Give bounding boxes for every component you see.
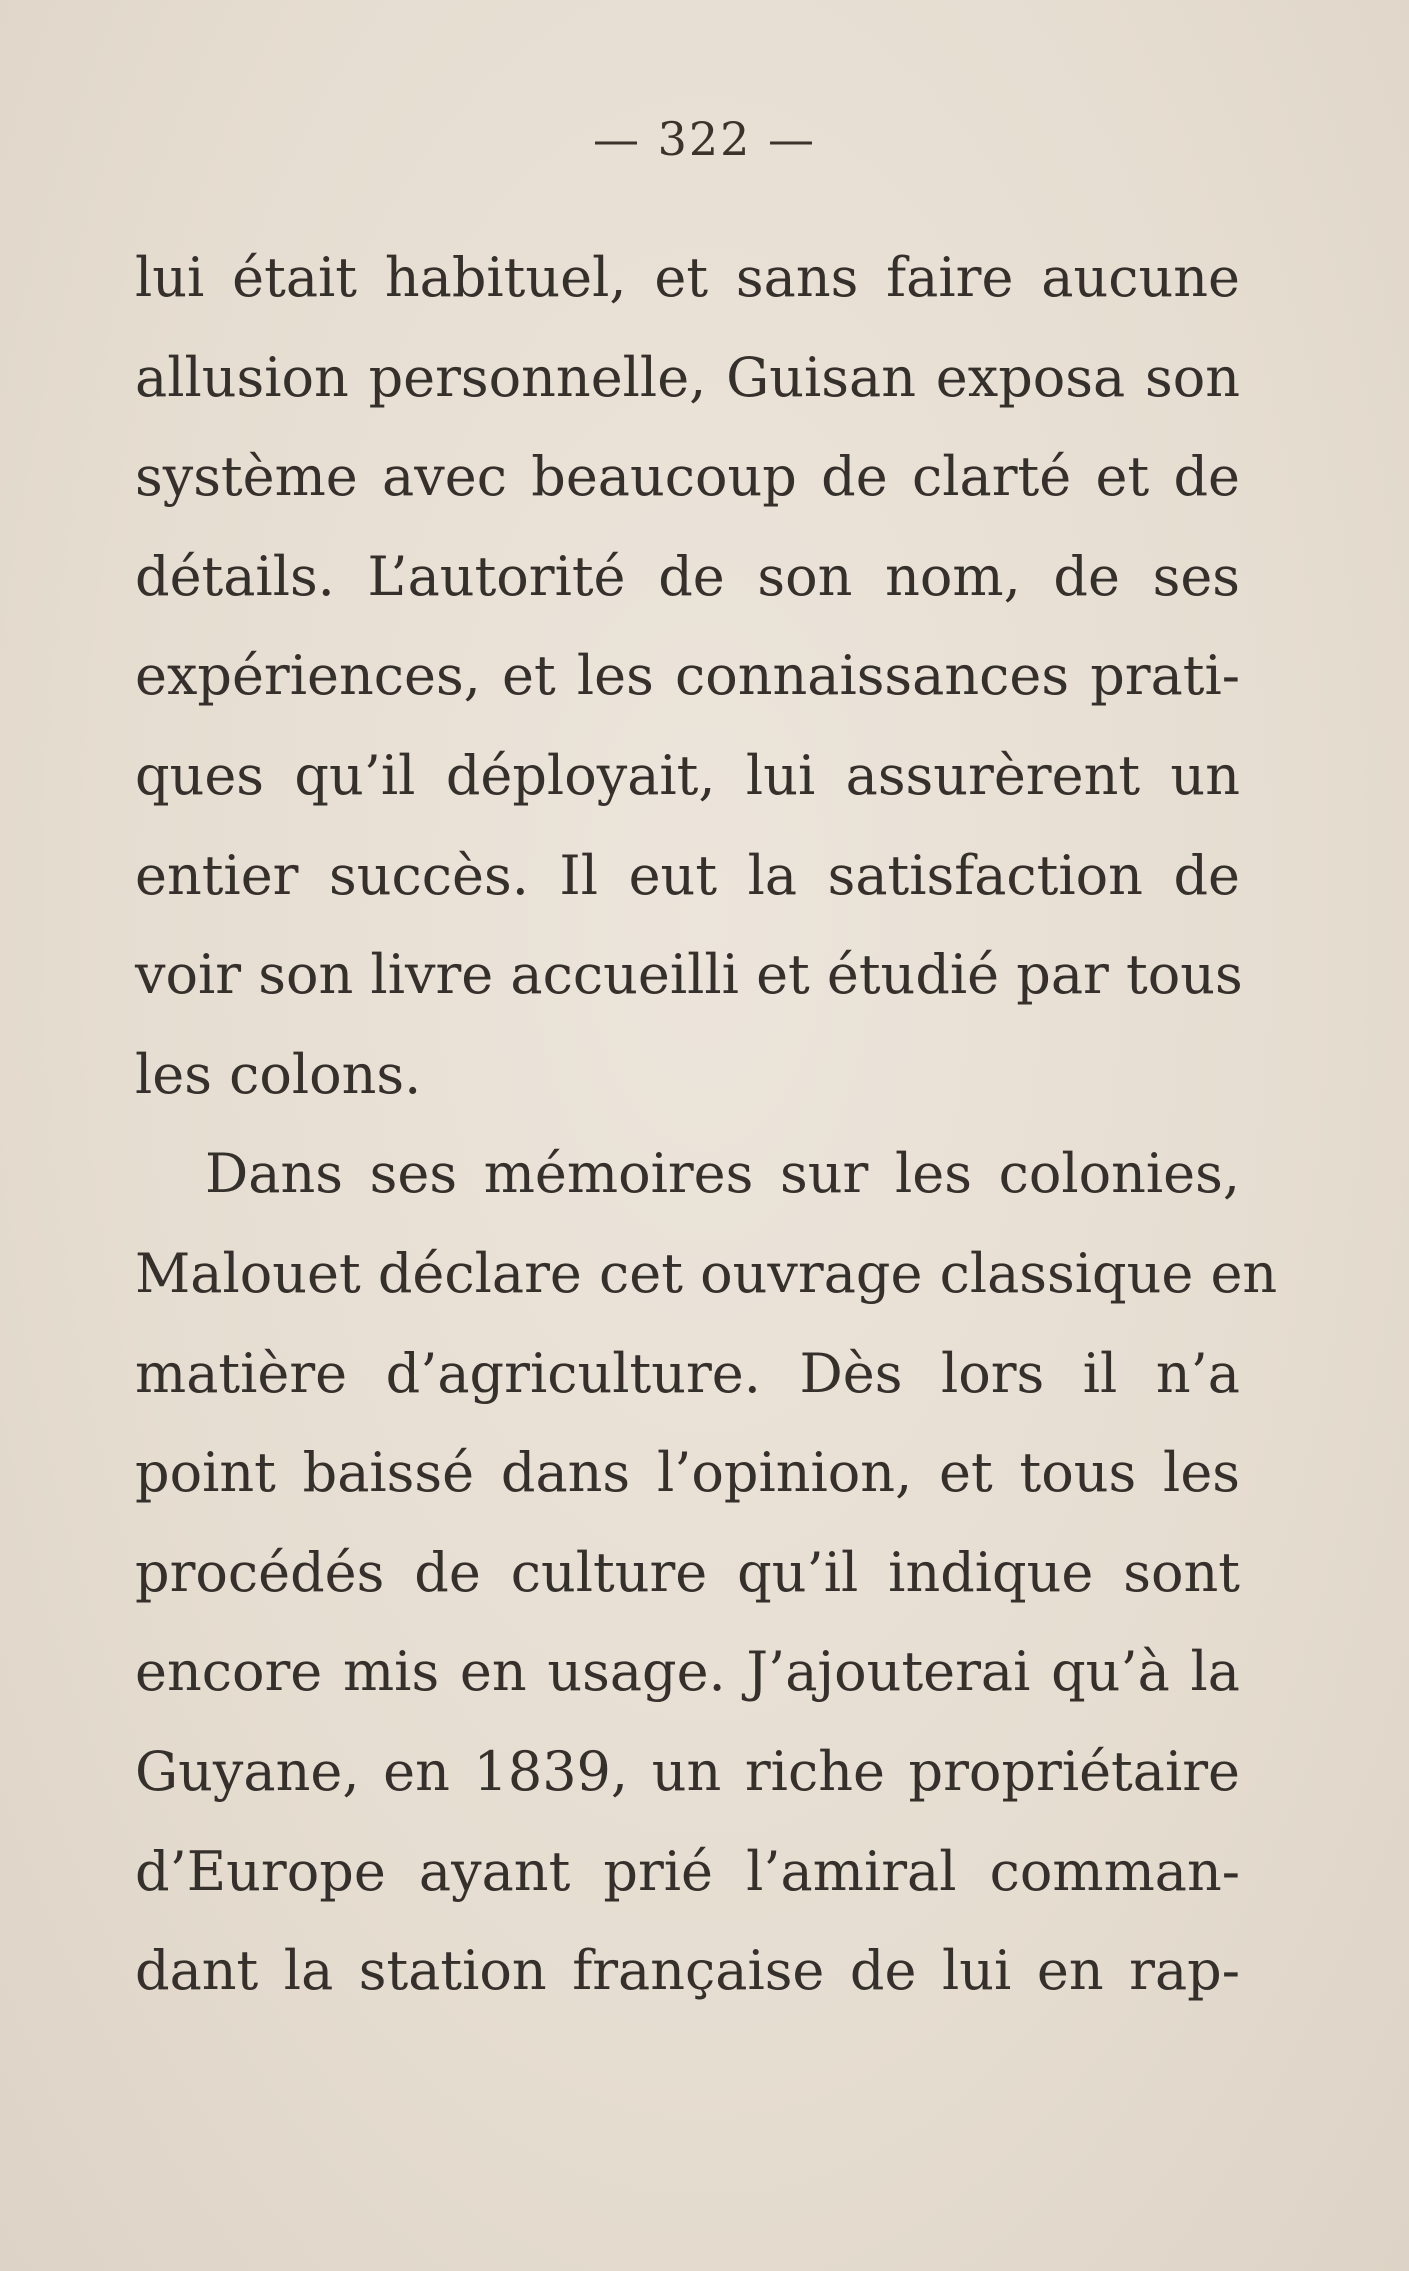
text-line: point baissé dans l’opinion, et tous les [135, 1441, 1240, 1505]
text-line: procédés de culture qu’il indique sont [135, 1540, 1240, 1604]
text-line: Dans ses mémoires sur les colonies, [205, 1142, 1240, 1206]
text-line: lui était habituel, et sans faire aucune [135, 246, 1240, 309]
text-line: allusion personnelle, Guisan exposa son [135, 345, 1240, 409]
text-line: détails. L’autorité de son nom, de ses [135, 544, 1240, 608]
text-line: matière d’agriculture. Dès lors il n’a [135, 1341, 1240, 1405]
text-line: d’Europe ayant prié l’amiral comman- [135, 1839, 1240, 1903]
text-line: entier succès. Il eut la satisfaction de [135, 843, 1240, 907]
text-line: encore mis en usage. J’ajouterai qu’à la [135, 1640, 1240, 1704]
paragraph-1 [135, 228, 1243, 1124]
body-text [135, 228, 1278, 2021]
text-line: système avec beaucoup de clarté et de [135, 445, 1240, 509]
text-line: expériences, et les connaissances prati- [135, 644, 1240, 708]
text-line: dant la station française de lui en rap- [135, 1939, 1240, 2003]
text-line: Malouet déclare cet ouvrage classique en [135, 1241, 1278, 1305]
text-line: Guyane, en 1839, un riche propriétaire [135, 1739, 1240, 1803]
paragraph-2 [135, 1124, 1278, 2020]
text-line: ques qu’il déployait, lui assurèrent un [135, 743, 1240, 807]
text-line: les colons. [135, 1042, 422, 1106]
text-line: voir son livre accueilli et étudié par tous [135, 943, 1243, 1007]
page-number: — 322 — [592, 112, 817, 166]
